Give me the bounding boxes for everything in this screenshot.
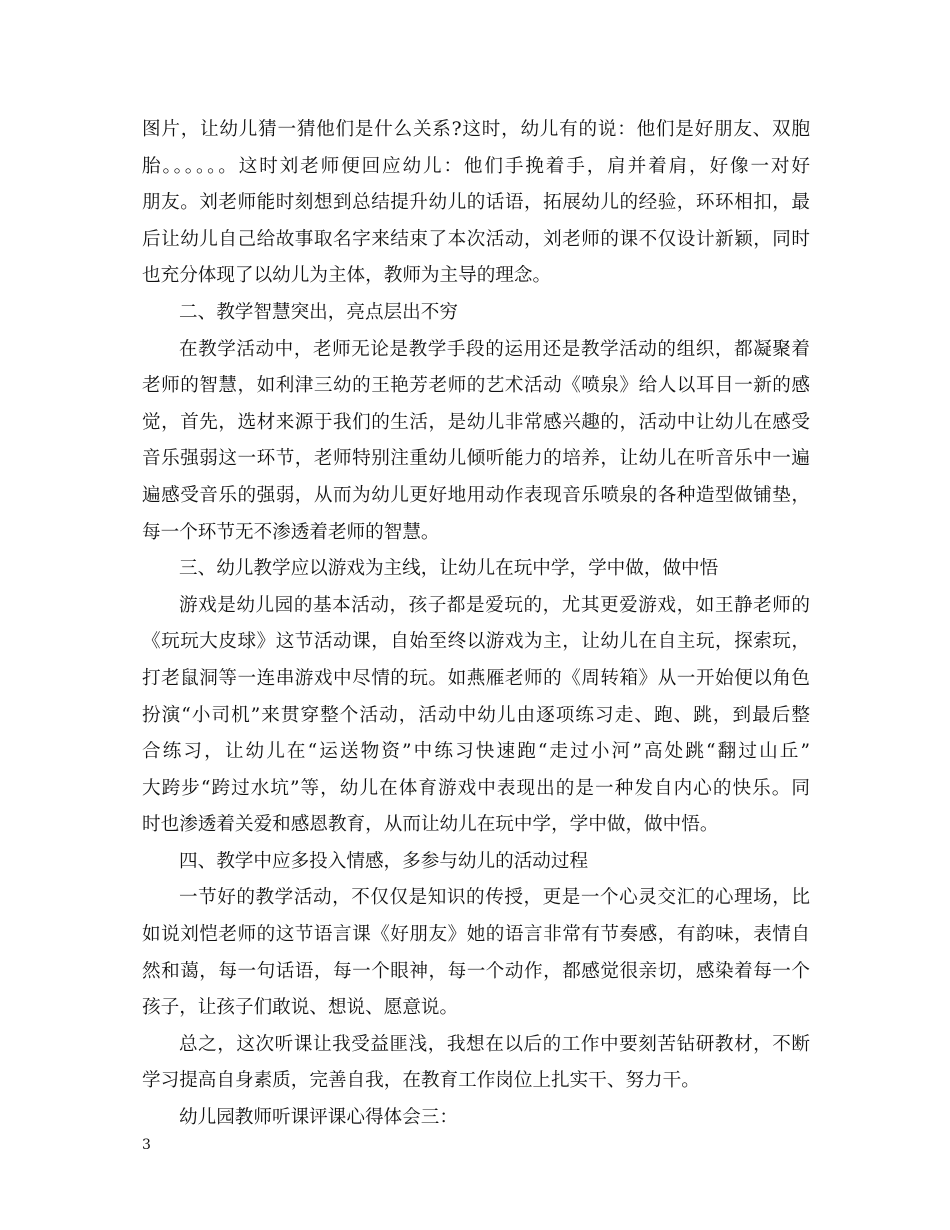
text-line: 遍感受音乐的强弱，从而为幼儿更好地用动作表现音乐喷泉的各种造型做铺垫， [142, 484, 810, 506]
text-line: 一节好的教学活动，不仅仅是知识的传授，更是一个心灵交汇的心理场，比 [179, 887, 810, 909]
text-line: 总之，这次听课让我受益匪浅，我想在以后的工作中要刻苦钻研教材，不断 [179, 1033, 810, 1055]
text-line: 每一个环节无不渗透着老师的智慧。 [142, 521, 440, 543]
text-line: 合练习，让幼儿在“运送物资”中练习快速跑“走过小河”高处跳“翻过山丘” [142, 741, 810, 763]
section-heading: 二、教学智慧突出，亮点层出不穷 [179, 301, 458, 323]
text-line: 孩子，让孩子们敢说、想说、愿意说。 [142, 997, 459, 1019]
text-line: 胎。。。。。。这时刘老师便回应幼儿：他们手挽着手，肩并着肩，好像一对好 [142, 155, 810, 177]
section-heading: 三、幼儿教学应以游戏为主线，让幼儿在玩中学，学中做，做中悟 [179, 558, 719, 580]
section-heading: 幼儿园教师听课评课心得体会三： [179, 1107, 458, 1129]
page-number: 3 [142, 1137, 151, 1153]
text-line: 学习提高自身素质，完善自我，在教育工作岗位上扎实干、努力干。 [142, 1070, 700, 1092]
text-line: 《玩玩大皮球》这节活动课，自始至终以游戏为主，让幼儿在自主玩，探索玩， [142, 631, 810, 653]
text-line: 如说刘恺老师的这节语言课《好朋友》她的语言非常有节奏感，有韵味，表情自 [142, 924, 810, 946]
section-heading: 四、教学中应多投入情感，多参与幼儿的活动过程 [179, 850, 589, 872]
text-line: 在教学活动中，老师无论是教学手段的运用还是教学活动的组织，都凝聚着 [179, 338, 810, 360]
text-line: 时也渗透着关爱和感恩教育，从而让幼儿在玩中学，学中做，做中悟。 [142, 814, 719, 836]
text-line: 老师的智慧，如利津三幼的王艳芳老师的艺术活动《喷泉》给人以耳目一新的感 [142, 375, 810, 397]
text-line: 游戏是幼儿园的基本活动，孩子都是爱玩的，尤其更爱游戏，如王静老师的 [179, 594, 810, 616]
text-line: 觉，首先，选材来源于我们的生活，是幼儿非常感兴趣的，活动中让幼儿在感受 [142, 411, 810, 433]
text-line: 打老鼠洞等一连串游戏中尽情的玩。如燕雁老师的《周转箱》从一开始便以角色 [142, 667, 810, 689]
text-line: 扮演“小司机”来贯穿整个活动，活动中幼儿由逐项练习走、跑、跳，到最后整 [142, 704, 810, 726]
text-line: 然和蔼，每一句话语，每一个眼神，每一个动作，都感觉很亲切，感染着每一个 [142, 960, 810, 982]
text-line: 大跨步“跨过水坑”等，幼儿在体育游戏中表现出的是一种发自内心的快乐。同 [142, 777, 810, 799]
text-line: 图片，让幼儿猜一猜他们是什么关系?这时，幼儿有的说：他们是好朋友、双胞 [142, 119, 810, 140]
text-line: 音乐强弱这一环节，老师特别注重幼儿倾听能力的培养，让幼儿在听音乐中一遍 [142, 448, 810, 470]
text-line: 朋友。刘老师能时刻想到总结提升幼儿的话语，拓展幼儿的经验，环环相扣，最 [142, 192, 810, 214]
text-line: 后让幼儿自己给故事取名字来结束了本次活动，刘老师的课不仅设计新颖，同时 [142, 228, 810, 250]
text-line: 也充分体现了以幼儿为主体，教师为主导的理念。 [142, 265, 552, 287]
document-body [142, 112, 810, 1137]
